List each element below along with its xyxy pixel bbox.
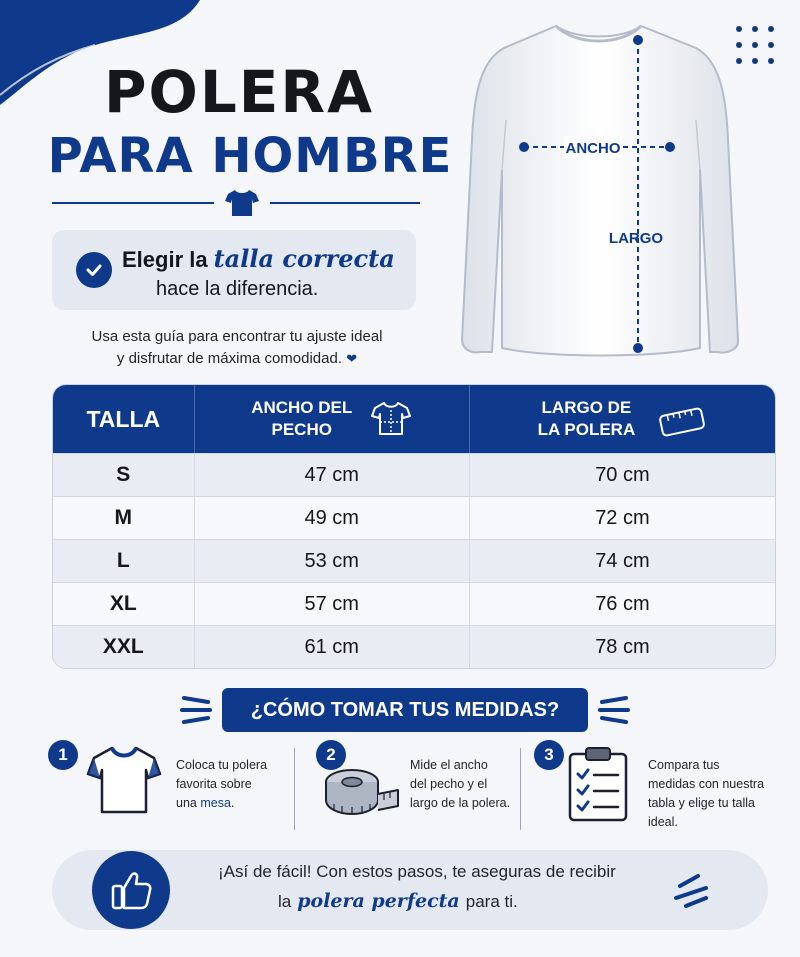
step-1-number: 1 (48, 740, 78, 770)
closing-line1: ¡Así de fácil! Con estos pasos, te aseguras de recibir (218, 862, 616, 881)
step-3-line3: tabla y elige tu talla (648, 796, 756, 810)
cell-length: 74 cm (595, 549, 650, 572)
header-length-line2: LA POLERA (537, 420, 636, 439)
shirt-measurement-diagram (456, 20, 746, 365)
step-1-line1: Coloca tu polera (176, 758, 268, 772)
header-length-line1: LARGO DE (541, 398, 632, 417)
closing-line2 (278, 890, 518, 912)
guide-line1: Usa esta guía para encontrar tu ajuste ideal (91, 328, 383, 345)
step-2-line3: largo de la polera. (410, 796, 511, 810)
width-label: ANCHO (565, 140, 621, 157)
length-label: LARGO (608, 230, 664, 247)
brush-stroke-decoration (672, 872, 712, 910)
header-size: TALLA (53, 385, 195, 453)
cell-length: 76 cm (595, 592, 650, 615)
tip-callout (52, 230, 416, 310)
table-row (53, 496, 775, 539)
tape-roll-icon (322, 764, 402, 820)
table-row (53, 453, 775, 496)
table-row (53, 625, 775, 668)
cell-chest: 49 cm (195, 497, 470, 539)
page-title-line1: POLERA (104, 58, 374, 126)
cell-chest: 53 cm (195, 540, 470, 582)
table-row (53, 539, 775, 582)
step-divider (294, 748, 295, 830)
tip-lead: Elegir la (122, 247, 208, 272)
tip-subline: hace la diferencia. (156, 278, 319, 300)
size-chart-table (52, 384, 776, 669)
check-icon (76, 252, 112, 288)
step-1-text (176, 756, 267, 813)
spark-decoration-left (180, 692, 214, 728)
tip-highlight: talla correcta (213, 244, 395, 273)
step-1-line2: favorita sobre (176, 777, 252, 791)
closing-highlight: polera perfecta (297, 890, 460, 912)
tshirt-measure-icon (370, 400, 412, 438)
cell-size: XXL (53, 626, 195, 668)
step-2-line1: Mide el ancho (410, 758, 488, 772)
thumbs-up-icon (92, 851, 170, 929)
howto-banner: ¿CÓMO TOMAR TUS MEDIDAS? (222, 688, 588, 732)
closing-lead: la (278, 892, 292, 911)
step-3-line1: Compara tus (648, 758, 720, 772)
step-3-text (648, 756, 764, 832)
header-length (470, 385, 775, 453)
closing-tail: para ti. (465, 892, 518, 911)
header-chest-line2: PECHO (271, 420, 332, 439)
measuring-tape-icon (657, 400, 707, 438)
header-chest-line1: ANCHO DEL (251, 398, 353, 417)
step-1-line3-lead: una (176, 796, 197, 810)
spark-decoration-right (596, 692, 630, 728)
title-divider-left (52, 202, 214, 204)
step-3-line4: ideal. (648, 815, 678, 829)
step-1-period: . (230, 796, 235, 810)
cell-length: 70 cm (595, 463, 650, 486)
cell-size: L (53, 540, 195, 582)
cell-length: 78 cm (595, 635, 650, 658)
cell-chest: 57 cm (195, 583, 470, 625)
step-divider (520, 748, 521, 830)
cell-length: 72 cm (595, 506, 650, 529)
tip-headline (122, 244, 395, 273)
size-chart-body (53, 453, 775, 668)
step-1-highlight: mesa (200, 796, 231, 810)
page-title-line2: PARA HOMBRE (47, 128, 453, 184)
step-2-line2: del pecho y el (410, 777, 488, 791)
cell-chest: 61 cm (195, 626, 470, 668)
guide-line2: y disfrutar de máxima comodidad. (116, 350, 343, 367)
cell-size: S (53, 454, 195, 496)
title-divider-right (270, 202, 420, 204)
size-chart-header (53, 385, 775, 453)
guide-line2-wrap (52, 348, 422, 370)
table-row (53, 582, 775, 625)
flat-tshirt-icon (86, 742, 162, 818)
step-3-line2: medidas con nuestra (648, 777, 765, 791)
cell-chest: 47 cm (195, 454, 470, 496)
step-2-number: 2 (316, 740, 346, 770)
tshirt-icon (224, 188, 260, 218)
step-3-number: 3 (534, 740, 564, 770)
guide-text (52, 326, 422, 370)
step-1-line3 (176, 794, 267, 813)
heart-icon: ❤ (346, 351, 358, 366)
step-2-text (410, 756, 510, 813)
header-chest (195, 385, 470, 453)
clipboard-checklist-icon (566, 744, 632, 824)
cell-size: M (53, 497, 195, 539)
cell-size: XL (53, 583, 195, 625)
